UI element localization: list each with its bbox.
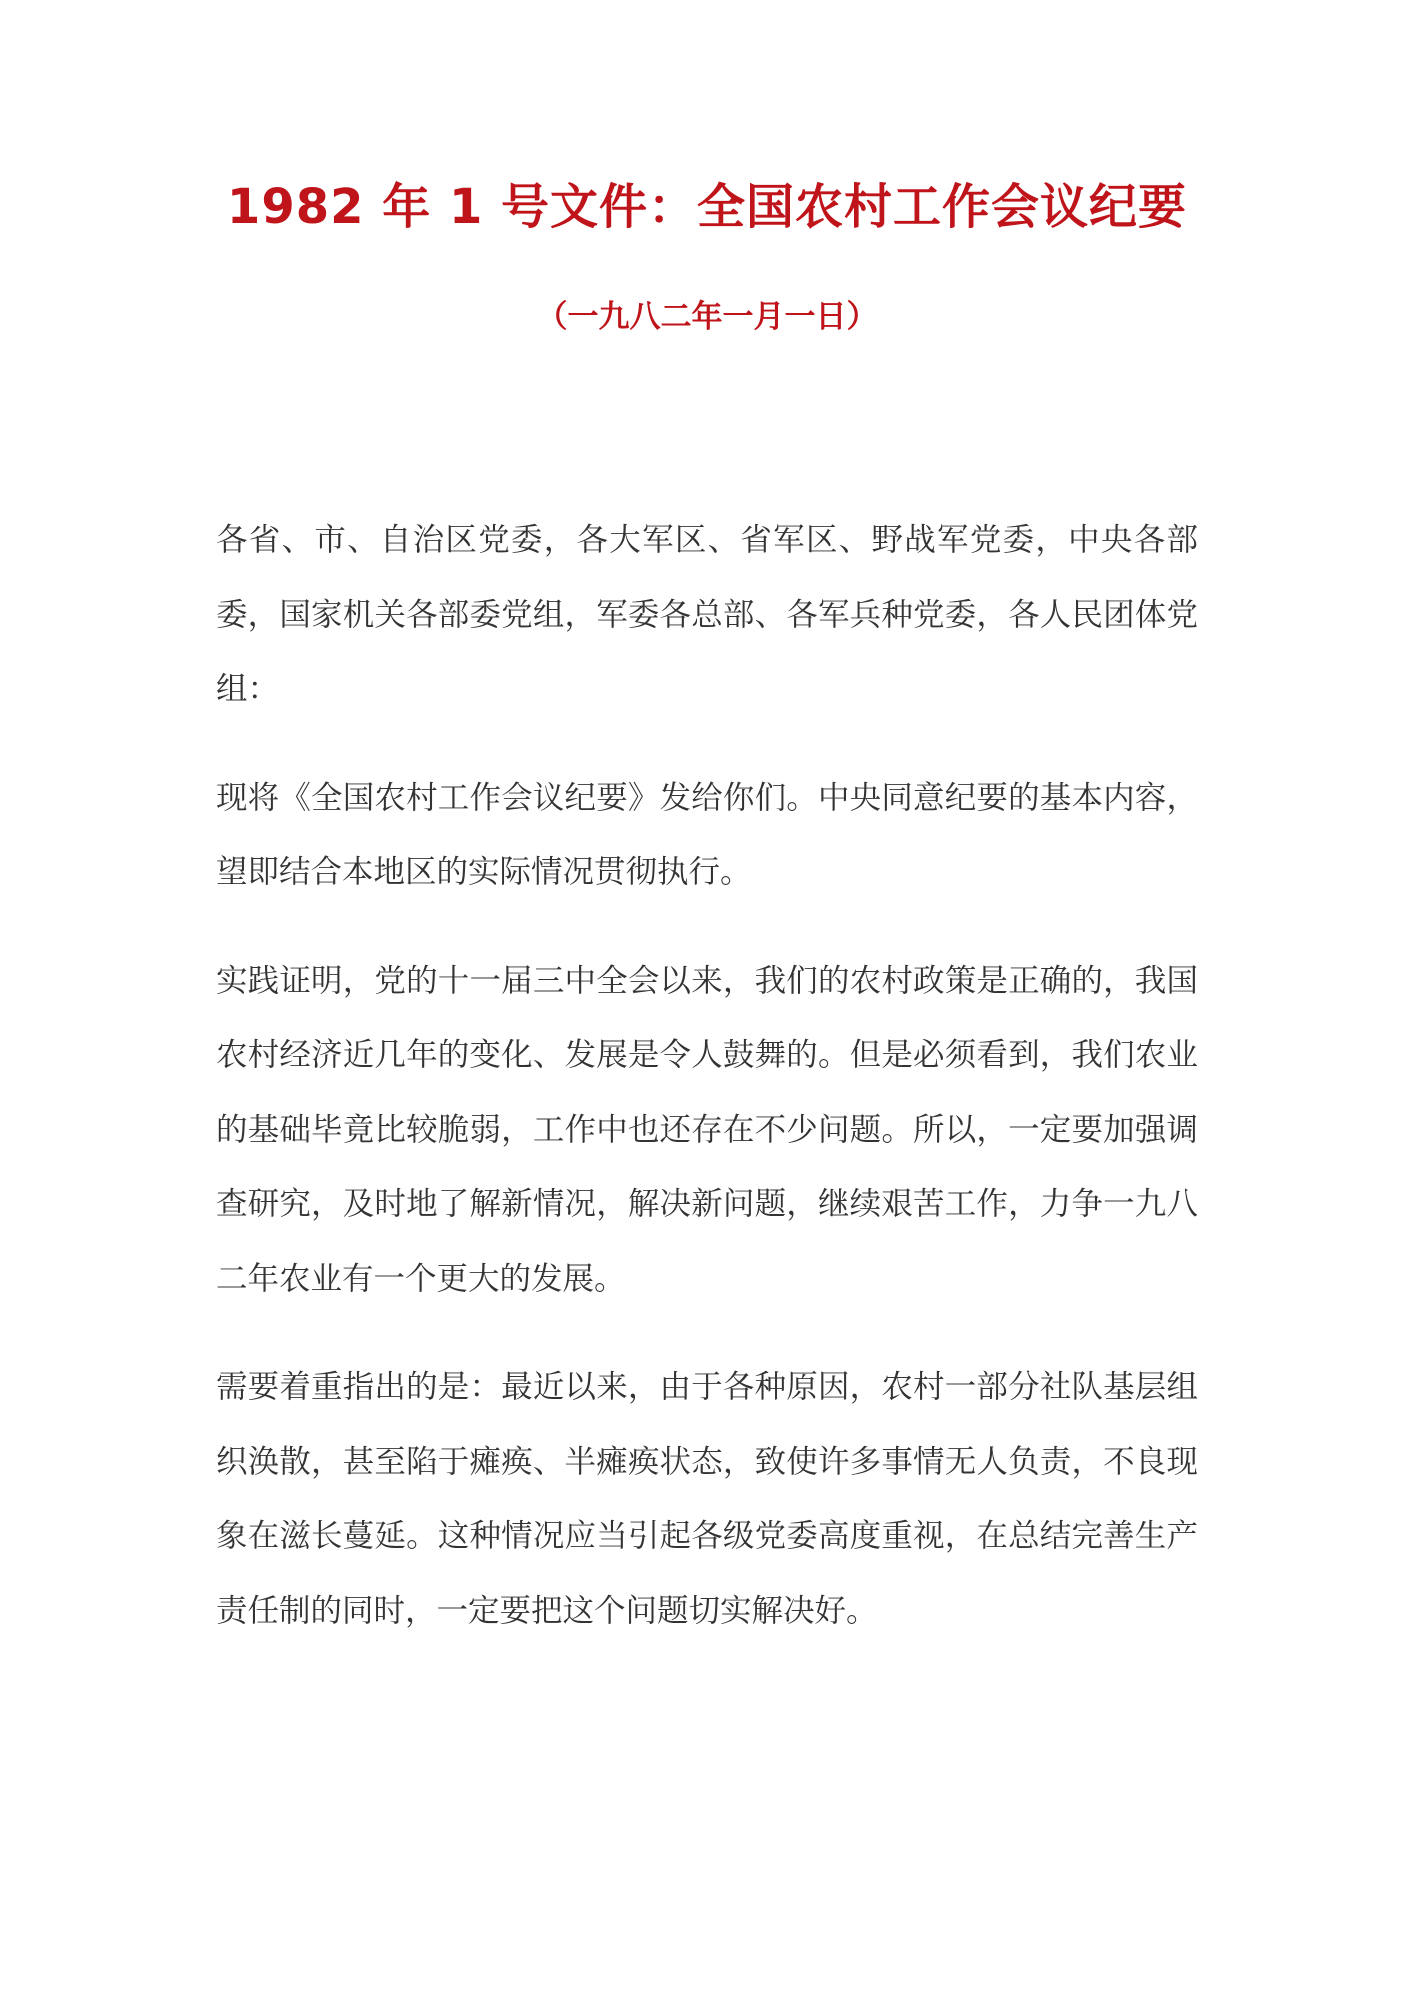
document-date: （一九八二年一月一日） (536, 299, 878, 335)
document-body (216, 503, 1198, 1682)
document-title: 1982 年 1 号文件：全国农村工作会议纪要 (226, 179, 1188, 235)
paragraph-emphasis: 需要着重指出的是：最近以来，由于各种原因，农村一部分社队基层组织涣散，甚至陷于瘫痪、半瘫痪状态，致使许多事情无人负责，不良现象在滋长蔓延。这种情况应当引起各级党委高度重视，在总结完善生产责任制的同时，一定要把这个问题切实解决好。 (216, 1369, 1198, 1629)
paragraph-practice: 实践证明，党的十一届三中全会以来，我们的农村政策是正确的，我国农村经济近几年的变化、发展是令人鼓舞的。但是必须看到，我们农业的基础毕竟比较脆弱，工作中也还存在不少问题。所以，一定要加强调查研究，及时地了解新情况，解决新问题，继续艰苦工作，力争一九八二年农业有一个更大的发展。 (216, 962, 1198, 1297)
paragraph-addressees: 各省、市、自治区党委，各大军区、省军区、野战军党委，中央各部委，国家机关各部委党组，军委各总部、各军兵种党委，各人民团体党组： (216, 522, 1198, 707)
paragraph-notice: 现将《全国农村工作会议纪要》发给你们。中央同意纪要的基本内容，望即结合本地区的实际情况贯彻执行。 (216, 779, 1198, 890)
